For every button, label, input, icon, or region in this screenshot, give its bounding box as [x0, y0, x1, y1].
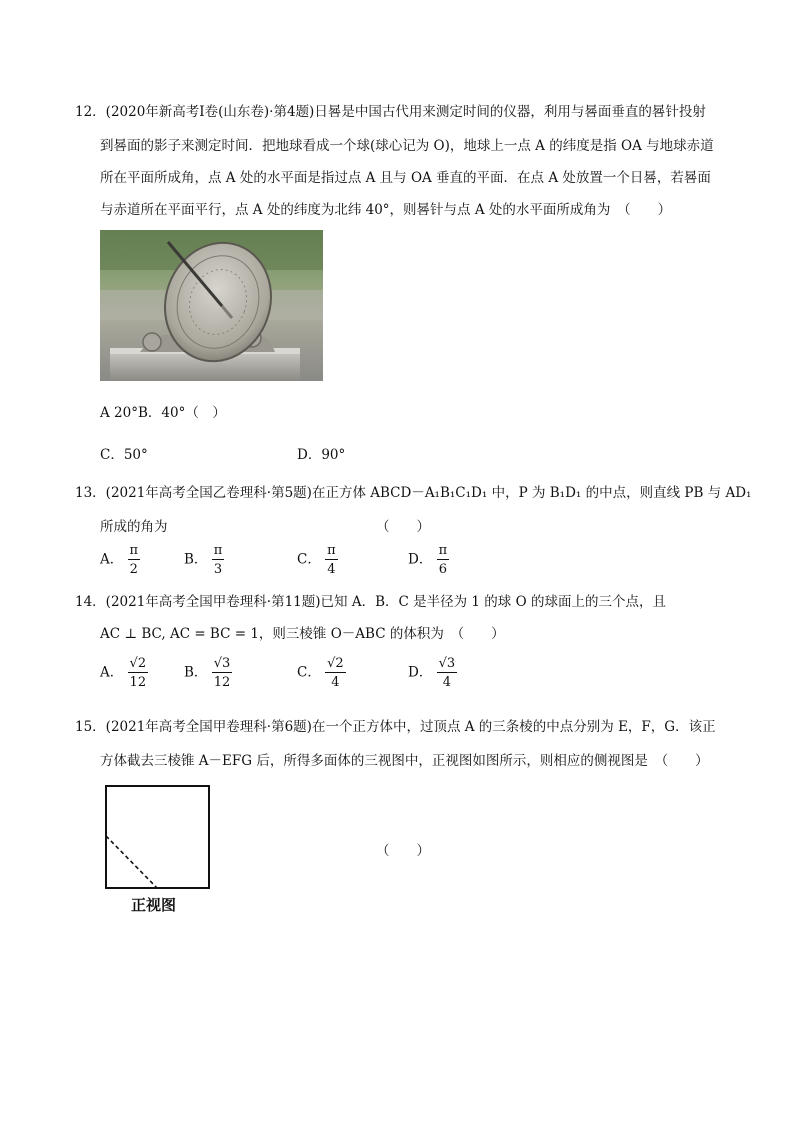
denominator: 6	[438, 562, 448, 577]
denominator: 4	[442, 675, 452, 690]
q12-options-ab: A 20°B．40°（ ）	[100, 405, 226, 421]
q15-line-1: 15．(2021年高考全国甲卷理科·第6题)在一个正方体中，过顶点 A 的三条棱的中点分别为 E，F，G．该正	[75, 719, 716, 735]
denominator: 2	[129, 562, 138, 577]
q12-line-3: 所在平面所成角，点 A 处的水平面是指过点 A 且与 OA 垂直的平面．在点 A 处放置一个日晷，若晷面	[100, 170, 711, 186]
q14-line-2: AC ⊥ BC, AC = BC = 1，则三棱锥 O－ABC 的体积为 （ ）	[100, 626, 505, 642]
q13-line-1: 13．(2021年高考全国乙卷理科·第5题)在正方体 ABCD－A₁B₁C₁D₁ 中，P 为 B₁D₁ 的中点，则直线 PB 与 AD₁	[75, 485, 752, 501]
q14-option-d	[408, 657, 457, 689]
fraction	[325, 657, 346, 689]
denominator: 3	[213, 562, 223, 577]
q13-option-d	[408, 544, 449, 576]
q15-answer-paren: （ ）	[376, 843, 430, 859]
denominator: 12	[129, 675, 147, 690]
option-label: D．	[408, 551, 433, 568]
numerator: π	[438, 543, 448, 558]
q14-option-a	[100, 657, 148, 689]
q12-line-2: 到晷面的影子来测定时间．把地球看成一个球(球心记为 O)，地球上一点 A 的纬度是指 OA 与地球赤道	[100, 138, 714, 154]
q13-line-2: 所成的角为	[100, 519, 168, 535]
fraction	[128, 657, 149, 689]
option-label: D．	[408, 664, 433, 681]
numerator: √2	[129, 656, 147, 671]
denominator: 12	[213, 675, 231, 690]
numerator: √3	[438, 656, 456, 671]
option-label: A．	[100, 664, 124, 681]
q13-option-c	[297, 544, 338, 576]
q13-option-b	[184, 544, 224, 576]
denominator: 4	[331, 675, 340, 690]
option-label: B．	[184, 664, 208, 681]
fraction	[212, 544, 225, 576]
option-label: C．	[297, 664, 321, 681]
q13-paren: （ ）	[376, 519, 430, 535]
q12-option-c: C．50°	[100, 447, 148, 463]
q13-option-a	[100, 544, 140, 576]
fraction	[437, 544, 450, 576]
fraction	[128, 544, 141, 576]
q12-option-d: D．90°	[297, 447, 346, 463]
option-label: A．	[100, 551, 124, 568]
front-view-diagram	[100, 782, 215, 892]
q14-option-c	[297, 657, 346, 689]
option-label: C．	[297, 551, 321, 568]
q12-line-1: 12．(2020年新高考Ⅰ卷(山东卷)·第4题)日晷是中国古代用来测定时间的仪器，利用与晷面垂直的晷针投射	[75, 104, 706, 120]
hidden-edge-dashed-line	[106, 836, 157, 888]
fraction	[437, 657, 458, 689]
front-view-caption: 正视图	[131, 896, 177, 914]
front-view-square	[106, 786, 209, 888]
sundial-photo	[100, 230, 323, 381]
q14-option-b	[184, 657, 232, 689]
numerator: π	[129, 543, 139, 558]
fraction	[325, 544, 338, 576]
option-label: B．	[184, 551, 208, 568]
q14-line-1: 14．(2021年高考全国甲卷理科·第11题)已知 A．B．C 是半径为 1 的球 O 的球面上的三个点，且	[75, 594, 666, 610]
q15-line-2: 方体截去三棱锥 A－EFG 后，所得多面体的三视图中，正视图如图所示，则相应的侧视图是 （ ）	[100, 753, 709, 769]
numerator: π	[327, 543, 336, 558]
numerator: √2	[327, 656, 344, 671]
fraction	[212, 657, 233, 689]
numerator: π	[213, 543, 223, 558]
q12-line-4: 与赤道所在平面平行，点 A 处的纬度为北纬 40°，则晷针与点 A 处的水平面所成角为 （ ）	[100, 202, 672, 218]
denominator: 4	[327, 562, 336, 577]
numerator: √3	[213, 656, 231, 671]
